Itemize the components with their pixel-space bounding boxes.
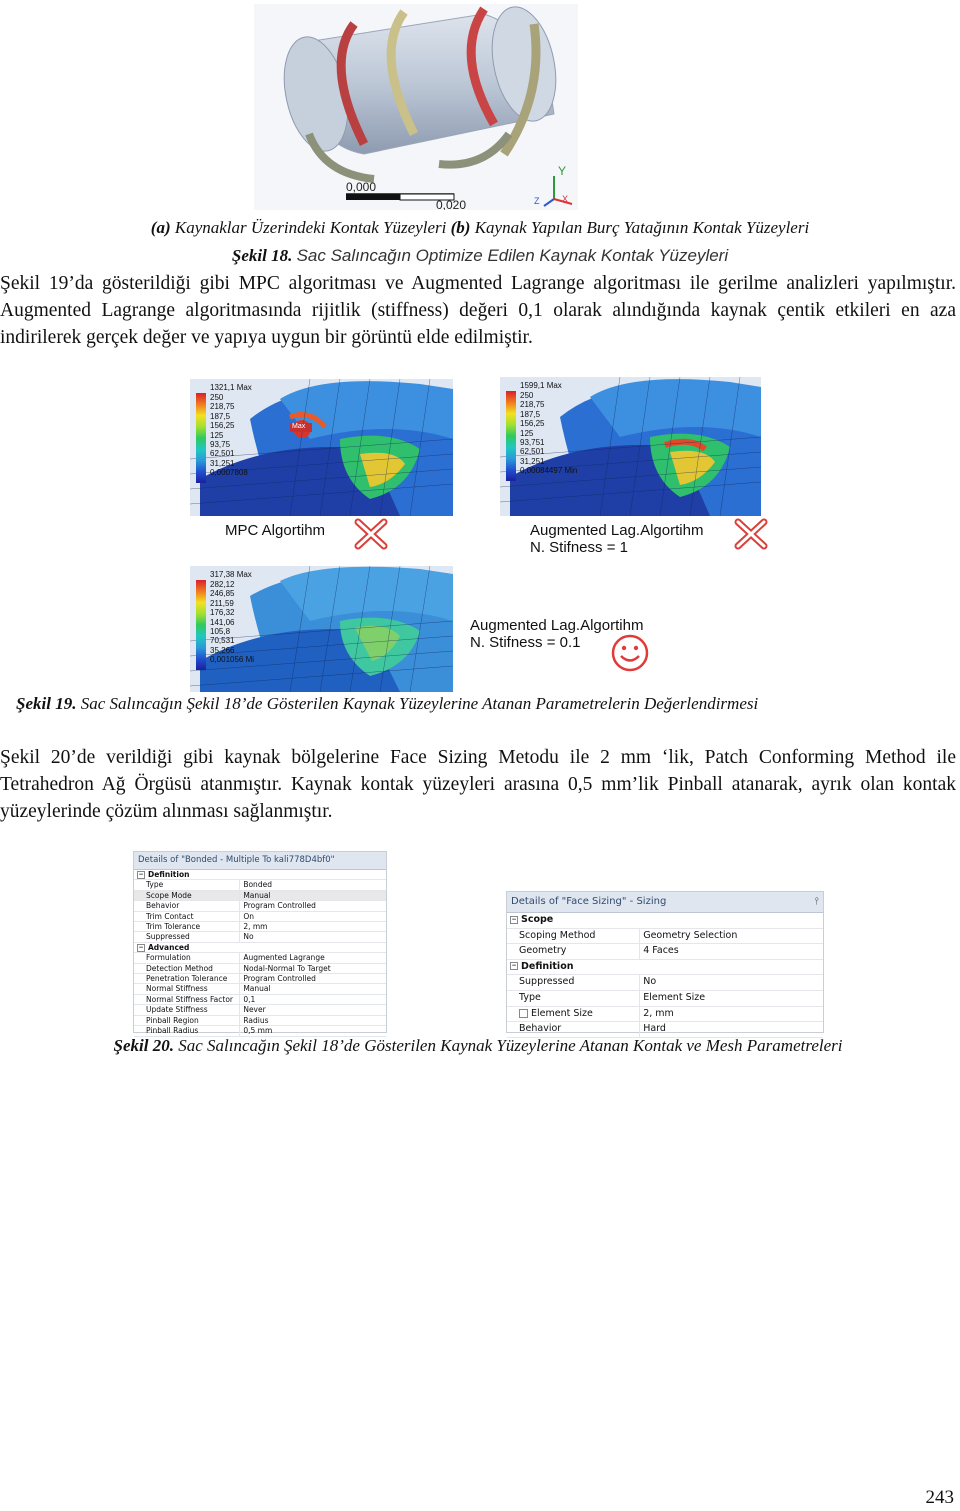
figure-19-caption-label: Şekil 19. bbox=[16, 694, 77, 713]
property-name: Behavior bbox=[134, 901, 240, 911]
subcaption-b-label: (b) bbox=[450, 218, 471, 237]
legend-value: 246,85 bbox=[210, 589, 235, 599]
group-row-advanced[interactable] bbox=[134, 942, 386, 952]
legend-value: 70,531 bbox=[210, 636, 235, 646]
figure-18-subcaption bbox=[0, 218, 960, 238]
property-value[interactable]: No bbox=[640, 975, 823, 991]
property-value[interactable]: 0,1 bbox=[240, 994, 386, 1004]
property-name: Element Size bbox=[531, 1007, 593, 1019]
smile-icon bbox=[610, 633, 650, 673]
table-row[interactable] bbox=[134, 974, 386, 984]
checkbox[interactable] bbox=[519, 1009, 528, 1018]
figure-20-caption-text: Sac Salıncağın Şekil 18’de Gösterilen Kaynak Yüzeylerine Atanan Kontak ve Mesh Parametreleri bbox=[178, 1036, 843, 1055]
legend-values bbox=[210, 580, 254, 665]
property-name: Suppressed bbox=[134, 932, 240, 942]
table-row[interactable] bbox=[134, 922, 386, 932]
property-name: Pinball Radius bbox=[134, 1026, 240, 1036]
property-value[interactable]: 2, mm bbox=[240, 922, 386, 932]
figure-18-image bbox=[254, 4, 578, 210]
legend-value: 187,5 bbox=[210, 411, 231, 421]
legend-value: 35,266 bbox=[210, 645, 235, 655]
pin-icon[interactable]: ⫯ bbox=[814, 896, 819, 907]
property-value[interactable]: Bonded bbox=[240, 880, 386, 890]
property-value[interactable]: Hard bbox=[640, 1022, 823, 1038]
group-row-scope[interactable] bbox=[507, 913, 823, 928]
table-row[interactable] bbox=[507, 975, 823, 991]
axis-y-label: Y bbox=[558, 164, 567, 178]
cross-icon bbox=[354, 518, 388, 550]
group-row-definition[interactable] bbox=[507, 959, 823, 975]
property-name: Update Stiffness bbox=[134, 1005, 240, 1015]
property-value[interactable]: Manual bbox=[240, 890, 386, 900]
legend-value: 62,501 bbox=[210, 449, 235, 459]
table-row[interactable] bbox=[134, 963, 386, 973]
figure-18-caption-label: Şekil 18. bbox=[231, 246, 293, 265]
page-number: 243 bbox=[925, 1487, 954, 1508]
property-name: Normal Stiffness bbox=[134, 984, 240, 994]
property-value[interactable]: Nodal-Normal To Target bbox=[240, 963, 386, 973]
table-row[interactable] bbox=[507, 990, 823, 1006]
method-label-line1: Augmented Lag.Algortihm bbox=[530, 522, 704, 539]
figure-20-caption bbox=[0, 1036, 956, 1056]
legend-value: 125 bbox=[520, 428, 534, 438]
legend-value: 93,75 bbox=[210, 440, 231, 450]
legend-value: 218,75 bbox=[210, 402, 235, 412]
body-paragraph-2: Şekil 20’de verildiği gibi kaynak bölgelerine Face Sizing Metodu ile 2 mm ‘lik, Patch Conforming Method ile Tetrahedron Ağ Örgüsü atanmıştır. Kaynak kontak yüzeyleri arasına 0,5 mm’lik Pinball atanarak, ayrık olan kontak yüzeylerinde çözüm alınması sağlanmıştır. bbox=[0, 747, 956, 822]
property-name: Suppressed bbox=[507, 975, 640, 991]
table-row[interactable] bbox=[134, 880, 386, 890]
scale-end-label: 0,020 bbox=[436, 198, 467, 210]
details-table bbox=[134, 870, 386, 1037]
legend-value: 176,32 bbox=[210, 608, 235, 618]
contour-legend-bar bbox=[196, 580, 206, 670]
legend-max-value: 1321,1 Max bbox=[210, 383, 252, 392]
details-panel-contact bbox=[133, 851, 387, 1036]
property-name-cell bbox=[507, 1006, 640, 1022]
table-row[interactable] bbox=[134, 984, 386, 994]
table-row[interactable] bbox=[507, 1006, 823, 1022]
property-value[interactable]: No bbox=[240, 932, 386, 942]
property-value[interactable]: 2, mm bbox=[640, 1006, 823, 1022]
property-name: Detection Method bbox=[134, 963, 240, 973]
cross-icon bbox=[734, 518, 768, 550]
collapse-icon[interactable]: − bbox=[138, 943, 144, 951]
fea-panel-augmented-0-1 bbox=[190, 566, 453, 692]
property-value[interactable]: Program Controlled bbox=[240, 901, 386, 911]
method-label-augmented-1 bbox=[530, 522, 703, 556]
method-label-line1: Augmented Lag.Algortihm bbox=[470, 617, 644, 634]
details-panel-title: Details of "Bonded - Multiple To kali778D4bf0" bbox=[134, 852, 386, 870]
property-name: Trim Contact bbox=[134, 911, 240, 921]
details-table bbox=[507, 913, 823, 1038]
details-panel-face-sizing bbox=[506, 891, 824, 1033]
property-value[interactable]: Augmented Lagrange bbox=[240, 953, 386, 963]
property-name: Type bbox=[507, 990, 640, 1006]
max-tag: Max bbox=[292, 423, 306, 430]
subcaption-b-text: Kaynak Yapılan Burç Yatağının Kontak Yüzeyleri bbox=[474, 218, 810, 237]
legend-value: 31,251 bbox=[520, 456, 545, 466]
subcaption-a-text: Kaynaklar Üzerindeki Kontak Yüzeyleri bbox=[174, 218, 447, 237]
axis-x-label: X bbox=[562, 194, 569, 204]
property-name: Type bbox=[134, 880, 240, 890]
figure-20-caption-label: Şekil 20. bbox=[113, 1036, 174, 1055]
property-name: Penetration Tolerance bbox=[134, 974, 240, 984]
legend-value: 125 bbox=[210, 430, 224, 440]
figure-18-caption-text: Sac Salıncağın Optimize Edilen Kaynak Kontak Yüzeyleri bbox=[296, 246, 729, 265]
table-row[interactable] bbox=[134, 1005, 386, 1015]
group-label: Scope bbox=[521, 914, 554, 925]
property-value[interactable]: Manual bbox=[240, 984, 386, 994]
property-name: Scope Mode bbox=[134, 890, 240, 900]
table-row[interactable] bbox=[134, 932, 386, 942]
legend-value: 187,5 bbox=[520, 409, 541, 419]
legend-value: 156,25 bbox=[210, 421, 235, 431]
table-row[interactable] bbox=[134, 901, 386, 911]
details-panel-title-text: Details of "Face Sizing" - Sizing bbox=[511, 896, 667, 907]
property-name: Behavior bbox=[507, 1022, 640, 1038]
property-name: Normal Stiffness Factor bbox=[134, 994, 240, 1004]
property-name: Trim Tolerance bbox=[134, 922, 240, 932]
group-row-definition[interactable] bbox=[134, 870, 386, 880]
contour-legend-bar bbox=[196, 393, 206, 483]
group-label: Definition bbox=[521, 960, 574, 972]
legend-value: 105,8 bbox=[210, 627, 231, 637]
property-value[interactable]: Radius bbox=[240, 1015, 386, 1025]
cylinder-weld-model bbox=[254, 4, 578, 210]
legend-value: 141,06 bbox=[210, 617, 235, 627]
table-row[interactable] bbox=[507, 928, 823, 944]
legend-value: 156,25 bbox=[520, 419, 545, 429]
axis-z-label: Z bbox=[534, 196, 540, 206]
table-row[interactable] bbox=[134, 911, 386, 921]
property-name: Formulation bbox=[134, 953, 240, 963]
figure-19-caption bbox=[0, 694, 956, 714]
details-panel-title bbox=[507, 892, 823, 913]
collapse-icon[interactable]: − bbox=[511, 962, 517, 970]
legend-value: 31,251 bbox=[210, 458, 235, 468]
property-value[interactable]: Program Controlled bbox=[240, 974, 386, 984]
group-label: Advanced bbox=[148, 942, 190, 952]
table-row[interactable] bbox=[507, 1022, 823, 1038]
legend-value: 250 bbox=[520, 391, 534, 400]
legend-value: 282,12 bbox=[210, 580, 235, 589]
collapse-icon[interactable]: − bbox=[511, 915, 517, 923]
property-name: Scoping Method bbox=[507, 928, 640, 944]
property-value[interactable]: 0,5 mm bbox=[240, 1026, 386, 1036]
method-label-line2: N. Stifness = 1 bbox=[530, 539, 628, 556]
legend-max-value: 1599,1 Max bbox=[520, 381, 562, 390]
subcaption-a-label: (a) bbox=[150, 218, 171, 237]
fea-panel-augmented-1 bbox=[500, 377, 761, 516]
contour-legend-bar bbox=[506, 391, 516, 481]
method-label-mpc: MPC Algortihm bbox=[225, 522, 326, 539]
property-value[interactable]: Never bbox=[240, 1005, 386, 1015]
legend-value: 218,75 bbox=[520, 400, 545, 410]
legend-value: 0,0007808 bbox=[210, 468, 248, 478]
property-name: Geometry bbox=[507, 944, 640, 960]
legend-value: 211,59 bbox=[210, 598, 234, 608]
body-paragraph-1: Şekil 19’da gösterildiği gibi MPC algoritması ve Augmented Lagrange algoritması ile gerilme analizleri yapılmıştır. Augmented Lagrange algoritmasında rijitlik (stiffness) değeri 0,1 olarak alındığında kaynak çentik etkileri en aza indirilerek gerçek değer ve yapıya uygun bir görüntü elde edilmiştir. bbox=[0, 273, 956, 348]
method-label-line2: N. Stifness = 0.1 bbox=[470, 634, 581, 651]
table-row[interactable] bbox=[134, 994, 386, 1004]
table-row[interactable] bbox=[134, 890, 386, 900]
fea-panel-mpc bbox=[190, 379, 453, 516]
collapse-icon[interactable]: − bbox=[138, 871, 144, 878]
group-label: Definition bbox=[148, 870, 190, 879]
legend-value: 0,001056 Mi bbox=[210, 655, 255, 665]
legend-value: 62,501 bbox=[520, 447, 545, 457]
property-value[interactable]: 4 Faces bbox=[640, 944, 823, 960]
legend-value: 250 bbox=[210, 393, 224, 402]
legend-values bbox=[210, 393, 248, 478]
figure-19-caption-text: Sac Salıncağın Şekil 18’de Gösterilen Kaynak Yüzeylerine Atanan Parametrelerin Değerlendirmesi bbox=[80, 694, 759, 713]
figure-18-caption bbox=[0, 246, 960, 266]
scale-zero-label: 0,000 bbox=[346, 180, 377, 194]
property-value[interactable]: Element Size bbox=[640, 990, 823, 1006]
legend-value: 0,00084497 Min bbox=[520, 466, 578, 476]
property-value[interactable]: On bbox=[240, 911, 386, 921]
table-row[interactable] bbox=[134, 953, 386, 963]
table-row[interactable] bbox=[507, 944, 823, 960]
legend-values bbox=[520, 391, 577, 476]
table-row[interactable] bbox=[134, 1015, 386, 1025]
legend-value: 93,751 bbox=[520, 438, 545, 448]
property-value[interactable]: Geometry Selection bbox=[640, 928, 823, 944]
property-name: Pinball Region bbox=[134, 1015, 240, 1025]
legend-max-value: 317,38 Max bbox=[210, 570, 252, 579]
table-row[interactable] bbox=[134, 1026, 386, 1036]
